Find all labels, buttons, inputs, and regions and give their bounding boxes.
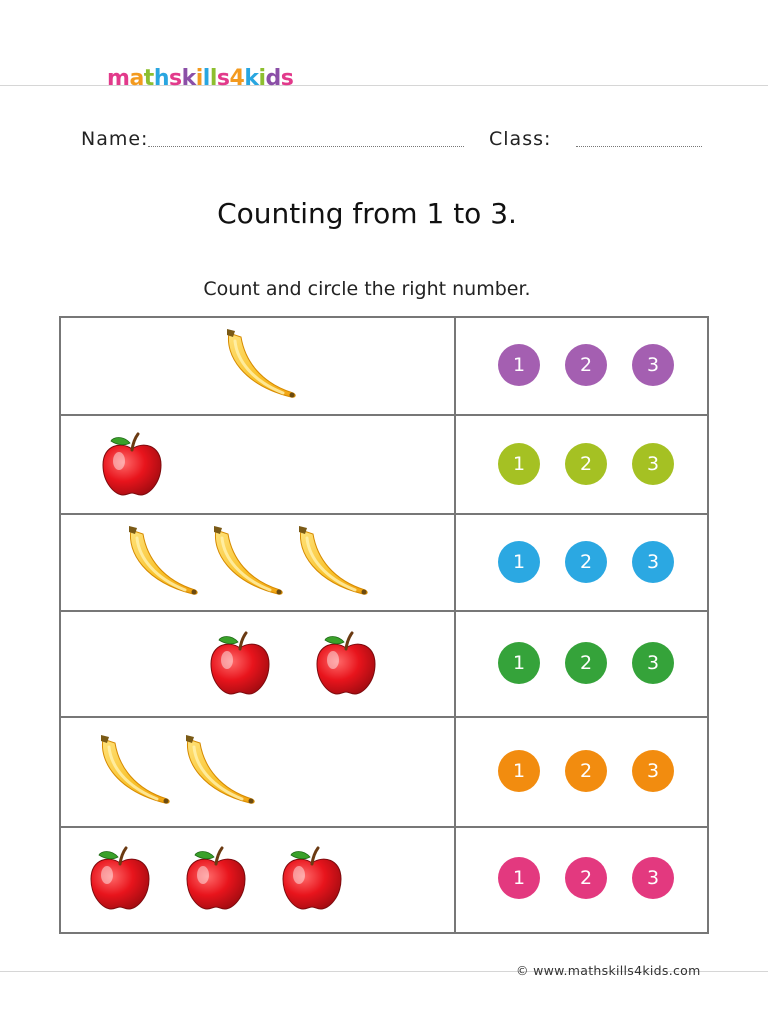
name-label: Name: bbox=[81, 128, 149, 150]
mathskills4kids-logo bbox=[107, 66, 293, 91]
answer-choice-1[interactable]: 1 bbox=[498, 443, 540, 485]
banana-icon bbox=[95, 731, 175, 815]
worksheet-title: Counting from 1 to 3. bbox=[217, 197, 517, 230]
logo-letter: m bbox=[107, 66, 130, 91]
answer-choice-1[interactable]: 1 bbox=[498, 857, 540, 899]
answer-choice-2[interactable]: 2 bbox=[565, 857, 607, 899]
apple-icon bbox=[181, 843, 251, 917]
instruction-text: Count and circle the right number. bbox=[203, 278, 531, 300]
logo-letter: l bbox=[202, 66, 210, 91]
name-field[interactable] bbox=[148, 146, 464, 147]
banana-icon bbox=[123, 522, 203, 606]
counting-table bbox=[59, 316, 709, 934]
logo-letter: 4 bbox=[229, 66, 245, 91]
answer-choice-1[interactable]: 1 bbox=[498, 344, 540, 386]
row-divider bbox=[61, 716, 707, 718]
answer-choice-1[interactable]: 1 bbox=[498, 750, 540, 792]
logo-letter: s bbox=[216, 66, 230, 91]
apple-icon bbox=[85, 843, 155, 917]
logo-letter: i bbox=[258, 66, 266, 91]
apple-icon bbox=[277, 843, 347, 917]
logo-letter: t bbox=[143, 66, 154, 91]
answer-choice-2[interactable]: 2 bbox=[565, 541, 607, 583]
column-divider bbox=[454, 318, 456, 932]
logo-letter: k bbox=[244, 66, 259, 91]
footer-copyright: © www.mathskills4kids.com bbox=[516, 963, 701, 978]
logo-letter: s bbox=[280, 66, 294, 91]
class-field[interactable] bbox=[576, 146, 702, 147]
answer-choice-3[interactable]: 3 bbox=[632, 642, 674, 684]
answer-choice-3[interactable]: 3 bbox=[632, 750, 674, 792]
answer-choice-1[interactable]: 1 bbox=[498, 541, 540, 583]
logo-letter: k bbox=[181, 66, 196, 91]
logo-letter: h bbox=[153, 66, 169, 91]
answer-choice-3[interactable]: 3 bbox=[632, 344, 674, 386]
answer-choice-2[interactable]: 2 bbox=[565, 443, 607, 485]
answer-choice-3[interactable]: 3 bbox=[632, 443, 674, 485]
logo-letter: l bbox=[209, 66, 217, 91]
row-divider bbox=[61, 414, 707, 416]
logo-letter: s bbox=[169, 66, 182, 91]
banana-icon bbox=[180, 731, 260, 815]
apple-icon bbox=[311, 628, 381, 702]
answer-choice-2[interactable]: 2 bbox=[565, 642, 607, 684]
answer-choice-3[interactable]: 3 bbox=[632, 541, 674, 583]
answer-choice-2[interactable]: 2 bbox=[565, 750, 607, 792]
banana-icon bbox=[221, 325, 301, 409]
apple-icon bbox=[205, 628, 275, 702]
logo-letter: a bbox=[129, 66, 144, 91]
logo-letter: d bbox=[265, 66, 281, 91]
answer-choice-1[interactable]: 1 bbox=[498, 642, 540, 684]
answer-choice-2[interactable]: 2 bbox=[565, 344, 607, 386]
answer-choice-3[interactable]: 3 bbox=[632, 857, 674, 899]
row-divider bbox=[61, 610, 707, 612]
banana-icon bbox=[293, 522, 373, 606]
banana-icon bbox=[208, 522, 288, 606]
row-divider bbox=[61, 826, 707, 828]
row-divider bbox=[61, 513, 707, 515]
apple-icon bbox=[97, 429, 167, 503]
class-label: Class: bbox=[489, 128, 552, 150]
logo-letter: i bbox=[195, 66, 203, 91]
